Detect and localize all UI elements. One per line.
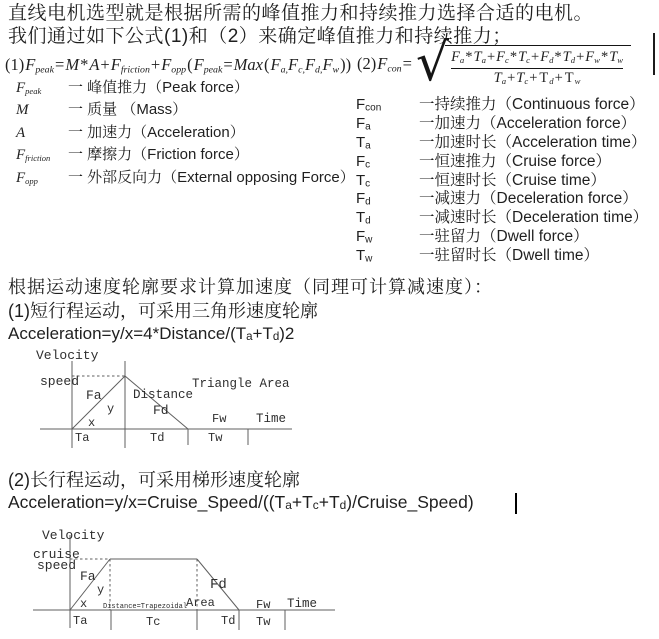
symbol: Tc	[356, 171, 371, 190]
short-stroke-formula: Acceleration=y/x=4*Distance/(Ta+Td)2	[8, 324, 295, 344]
definition-text: 一 摩擦力（Friction force）	[68, 146, 249, 164]
label-fd: Fd	[153, 403, 169, 418]
label-distance: Distance	[133, 388, 194, 402]
symbol: Fd	[356, 190, 371, 208]
intro-line-2: 我们通过如下公式(1)和（2）来确定峰值推力和持续推力；	[8, 26, 512, 47]
definition-text: 一 外部反向力（External opposing Force）	[68, 168, 355, 186]
label-area: Area	[186, 596, 215, 610]
label-x: x	[80, 597, 88, 611]
axis-label-time: Time	[256, 412, 287, 426]
label-ta: Ta	[73, 614, 88, 628]
label-td: Td	[150, 431, 165, 445]
fraction-bar	[451, 68, 623, 69]
table-cell-border	[653, 33, 655, 75]
symbol: A	[16, 124, 26, 141]
short-stroke-title: (1)短行程运动，可采用三角形速度轮廓	[8, 301, 318, 321]
axis-label-velocity: Velocity	[42, 528, 105, 543]
label-td: Td	[221, 614, 236, 628]
definition-row	[16, 76, 355, 98]
definition-row	[16, 98, 355, 120]
long-stroke-formula: Acceleration=y/x=Cruise_Speed/((Ta+Tc+Td)/Cruise_Speed)	[8, 492, 474, 513]
label-triangle-area: Triangle Area	[192, 377, 290, 391]
trapezoid-profile-diagram	[0, 528, 345, 639]
definition-row	[356, 186, 648, 208]
text-caret	[515, 493, 517, 514]
definition-text: 一 质量 （Mass）	[68, 101, 188, 119]
formula-denominator: Ta+Tc+ Td+ Tw	[493, 70, 581, 87]
label-tw: Tw	[256, 615, 271, 629]
definition-text: 一加速时长（Acceleration time）	[419, 133, 647, 151]
definition-row	[356, 168, 648, 190]
label-x: x	[88, 416, 96, 430]
definition-row	[16, 166, 355, 188]
label-y: y	[107, 402, 115, 416]
sqrt-radical-icon: √	[415, 33, 450, 93]
definition-row	[356, 130, 648, 152]
definition-row	[356, 92, 648, 114]
axis-label-velocity: Velocity	[36, 348, 99, 363]
label-fw: Fw	[212, 412, 227, 426]
definitions-left	[16, 76, 355, 188]
definition-text: 一 加速力（Acceleration）	[68, 123, 245, 141]
formula-continuous-lhs: (2)Fcon=	[357, 54, 412, 75]
definition-row	[16, 143, 355, 165]
symbol: Td	[356, 209, 371, 227]
definition-text: 一持续推力（Continuous force）	[419, 96, 645, 113]
symbol: Fa	[356, 114, 371, 133]
accel-intro: 根据运动速度轮廓要求计算加速度（同理可计算减速度）：	[8, 277, 493, 297]
definition-text: 一减速时长（Deceleration time）	[419, 209, 649, 227]
definition-text: 一 峰值推力（Peak force）	[68, 79, 249, 96]
symbol: Fc	[356, 152, 371, 171]
label-fa: Fa	[86, 388, 102, 403]
intro-line-1: 直线电机选型就是根据所需的峰值推力和持续推力选择合适的电机。	[8, 3, 594, 24]
symbol: Tw	[356, 247, 373, 265]
definitions-right	[356, 92, 649, 265]
sqrt-radicand	[445, 45, 631, 87]
axis-label-time: Time	[287, 597, 318, 611]
formula-numerator: Fa*Ta+Fc*Tc+Fd*Td+Fw*Tw	[451, 49, 624, 66]
symbol: Fpeak	[16, 80, 42, 96]
label-cruise: cruise	[33, 547, 80, 562]
definition-row	[16, 121, 355, 143]
definition-text: 一驻留力（Dwell force）	[419, 228, 589, 246]
definition-text: 一加速力（Acceleration force）	[419, 114, 637, 132]
symbol: Ffriction	[16, 147, 51, 164]
formula-continuous-force	[356, 33, 631, 93]
label-fw: Fw	[256, 598, 271, 612]
formula-peak-force: (1)Fpeak=M*A+Ffriction+Fopp(Fpeak=Max(Fa,Fc,Fd,Fw))	[5, 55, 352, 76]
definition-text: 一减速力（Deceleration force）	[419, 190, 638, 208]
definition-row	[356, 205, 649, 227]
symbol: Ta	[356, 133, 371, 152]
symbol: Fopp	[16, 169, 38, 186]
label-ta: Ta	[75, 431, 90, 445]
triangle-profile-diagram	[0, 345, 340, 460]
label-speed: speed	[37, 558, 77, 573]
definition-text: 一恒速时长（Cruise time）	[419, 171, 606, 189]
label-distance-trapezoidal: Distance=Trapezoidal	[103, 603, 188, 611]
long-stroke-title: (2)长行程运动，可采用梯形速度轮廓	[8, 470, 300, 490]
label-y: y	[97, 583, 105, 597]
definition-row	[356, 243, 648, 265]
label-speed: speed	[40, 374, 80, 389]
label-fd: Fd	[210, 577, 227, 593]
definition-text: 一驻留时长（Dwell time）	[419, 247, 599, 265]
symbol: M	[16, 102, 29, 119]
definition-row	[356, 149, 648, 171]
symbol: Fw	[356, 228, 373, 246]
definition-row	[356, 111, 648, 133]
label-tc: Tc	[146, 615, 161, 629]
label-tw: Tw	[208, 431, 223, 445]
symbol: Fcon	[356, 96, 382, 114]
definition-text: 一恒速推力（Cruise force）	[419, 152, 612, 170]
label-fa: Fa	[80, 569, 96, 584]
